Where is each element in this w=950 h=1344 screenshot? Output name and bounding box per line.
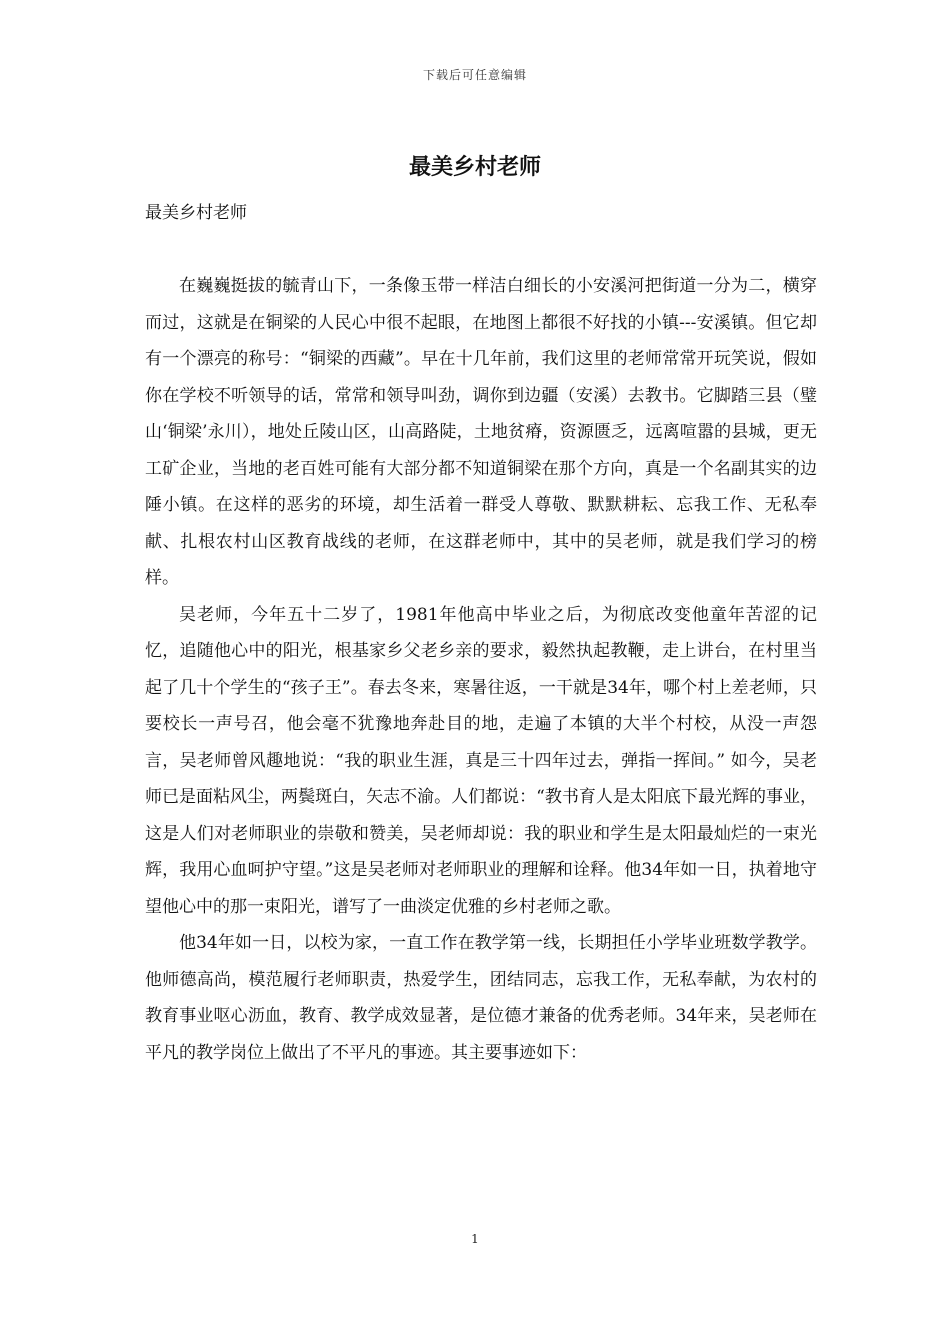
- header-note: 下载后可任意编辑: [422, 68, 527, 82]
- page-number: 1: [471, 1232, 479, 1246]
- paragraph-2: 吴老师，今年五十二岁了，1981年他高中毕业之后，为彻底改变他童年苦涩的记忆，追随他心中的阳光，根基家乡父老乡亲的要求，毅然执起教鞭，走上讲台，在村里当起了几十个学生的“孩子王”。春去冬来，寒暑往返，一干就是34年，哪个村上差老师，只要校长一声号召，他会毫不犹豫地奔赴目的地，走遍了本镇的大半个村校，从没一声怨言，吴老师曾风趣地说：“我的职业生涯，真是三十四年过去，弹指一挥间。” 如今，吴老师已是面粘风尘，两鬓斑白，矢志不渝。人们都说：“教书育人是太阳底下最光辉的事业，这是人们对老师职业的崇敬和赞美，吴老师却说：我的职业和学生是太阳最灿烂的一束光辉，我用心血呵护守望。”这是吴老师对老师职业的理解和诠释。他34年如一日，执着地守望他心中的那一束阳光，谱写了一曲淡定优雅的乡村老师之歌。: [145, 604, 817, 917]
- paragraph-1: 在巍巍挺拔的毓青山下，一条像玉带一样洁白细长的小安溪河把街道一分为二，横穿而过，这就是在铜梁的人民心中很不起眼，在地图上都很不好找的小镇---安溪镇。但它却有一个漂亮的称号：“铜梁的西藏”。早在十几年前，我们这里的老师常常开玩笑说，假如你在学校不听领导的话，常常和领导叫劲，调你到边疆（安溪）去教书。它脚踏三县（璧山‘铜梁’永川），地处丘陵山区，山高路陡，土地贫瘠，资源匮乏，远离喧嚣的县城，更无工矿企业，当地的老百姓可能有大部分都不知道铜梁在那个方向，真是一个名副其实的边陲小镇。在这样的恶劣的环境，却生活着一群受人尊敬、默默耕耘、忘我工作、无私奉献、扎根农村山区教育战线的老师，在这群老师中，其中的吴老师，就是我们学习的榜样。: [145, 276, 817, 588]
- paragraph-3: 他34年如一日，以校为家，一直工作在教学第一线，长期担任小学毕业班数学教学。他师德高尚，模范履行老师职责，热爱学生，团结同志，忘我工作，无私奉献，为农村的教育事业呕心沥血，教育、教学成效显著，是位德才兼备的优秀老师。34年来，吴老师在平凡的教学岗位上做出了不平凡的事迹。其主要事迹如下：: [145, 933, 817, 1063]
- document-title: 最美乡村老师: [408, 155, 541, 180]
- document-subtitle: 最美乡村老师: [145, 203, 247, 223]
- document-body: [145, 268, 817, 1071]
